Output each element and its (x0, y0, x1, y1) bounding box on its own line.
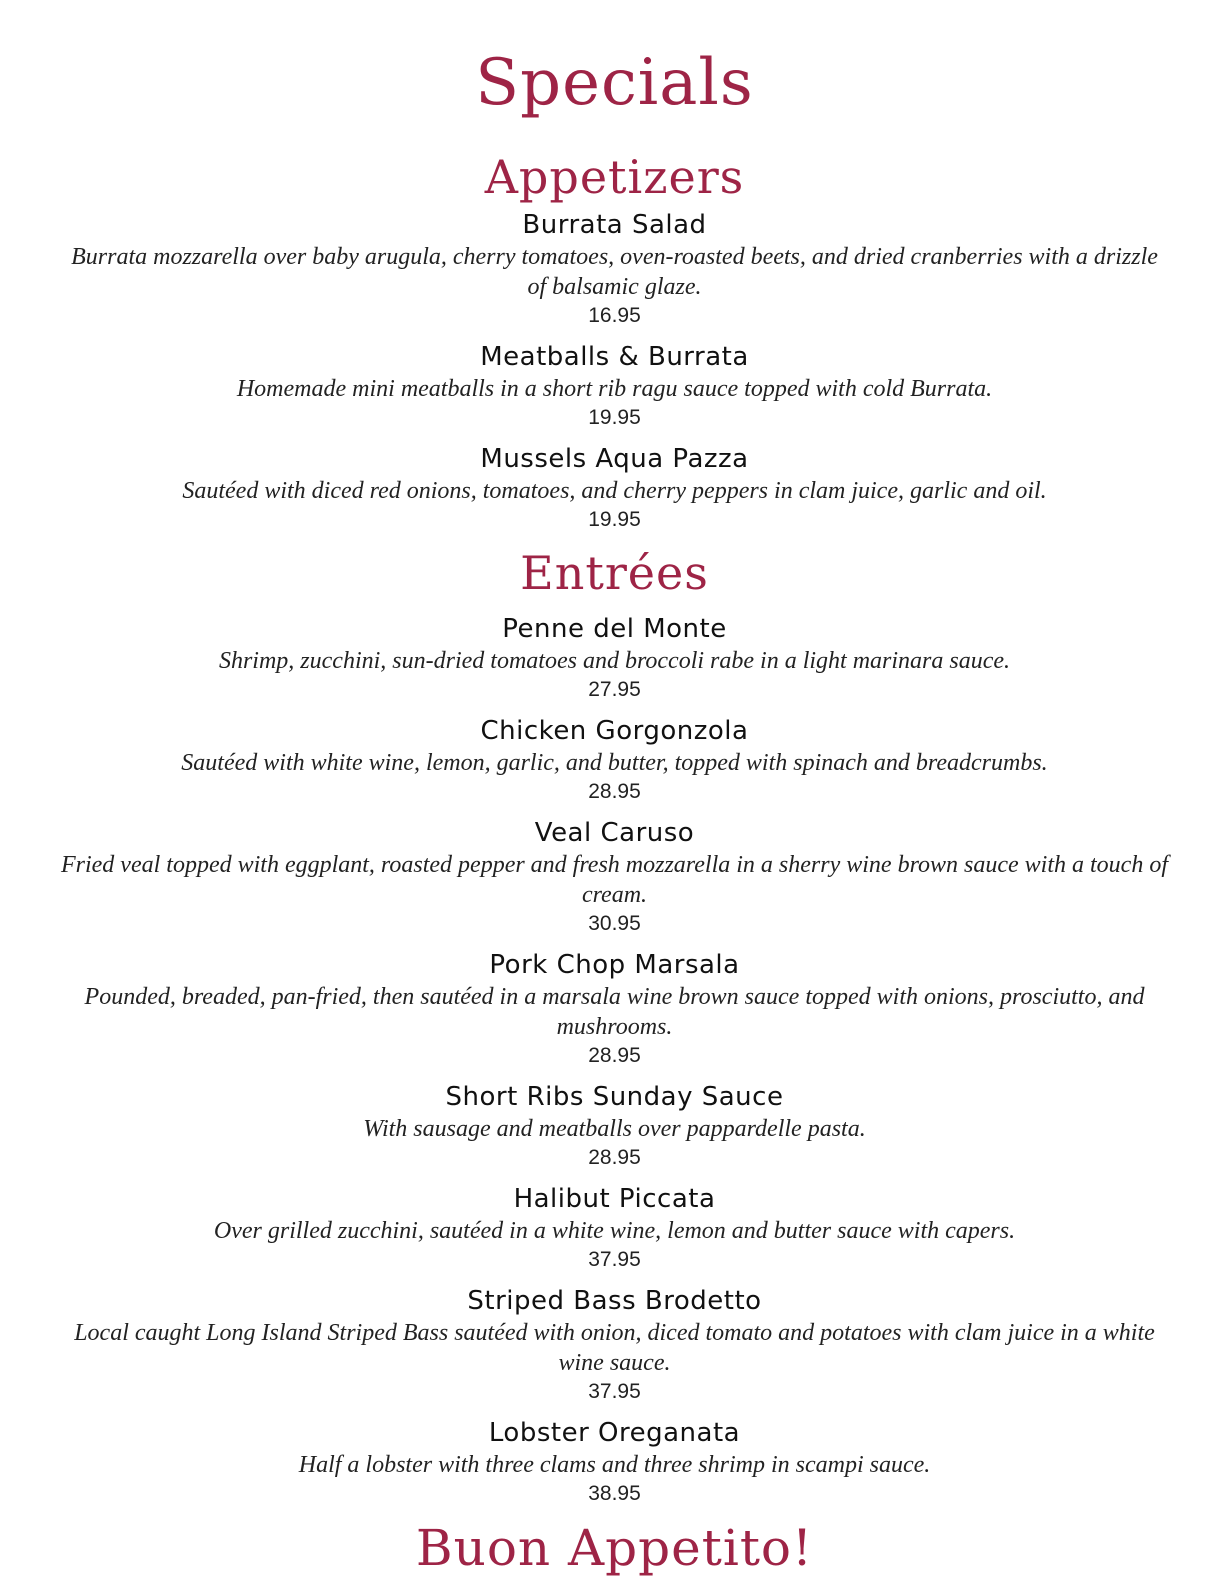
item-description: Half a lobster with three clams and three shrimp in scampi sauce. (298, 1452, 931, 1478)
item-name: Short Ribs Sunday Sauce (445, 1082, 784, 1112)
item-description: With sausage and meatballs over pappardelle pasta. (363, 1116, 866, 1142)
menu-item (50, 816, 1179, 938)
item-description: Homemade mini meatballs in a short rib ragu sauce topped with cold Burrata. (236, 376, 993, 402)
item-description: Pounded, breaded, pan-fried, then sautéed in a marsala wine brown sauce topped with onions, prosciutto, and mushrooms. (84, 984, 1145, 1040)
section-title-appetizers: Appetizers (484, 150, 745, 204)
item-name: Penne del Monte (502, 614, 727, 644)
item-price: 28.95 (588, 780, 641, 803)
item-price: 30.95 (588, 912, 641, 935)
item-description: Local caught Long Island Striped Bass sautéed with onion, diced tomato and potatoes with clam juice in a white wine sauce. (74, 1320, 1155, 1376)
menu-item (50, 208, 1179, 330)
item-name: Burrata Salad (522, 210, 707, 240)
page-title: Specials (475, 46, 754, 120)
item-price: 37.95 (588, 1248, 641, 1271)
closing-text: Buon Appetito! (415, 1519, 814, 1577)
item-description: Burrata mozzarella over baby arugula, cherry tomatoes, oven-roasted beets, and dried cranberries with a drizzle of balsamic glaze. (71, 244, 1158, 300)
item-name: Mussels Aqua Pazza (480, 444, 749, 474)
item-price: 16.95 (588, 304, 641, 327)
item-name: Striped Bass Brodetto (467, 1286, 762, 1316)
item-price: 28.95 (588, 1044, 641, 1067)
item-description: Sautéed with diced red onions, tomatoes, and cherry peppers in clam juice, garlic and oil. (182, 478, 1047, 504)
menu-item (50, 612, 1179, 704)
menu-item (50, 1080, 1179, 1172)
item-name: Meatballs & Burrata (480, 342, 749, 372)
menu-item (50, 1182, 1179, 1274)
item-price: 19.95 (588, 508, 641, 531)
section-title-entrees: Entrées (520, 546, 709, 600)
item-name: Chicken Gorgonzola (480, 716, 749, 746)
item-description: Shrimp, zucchini, sun-dried tomatoes and broccoli rabe in a light marinara sauce. (218, 648, 1011, 674)
item-name: Veal Caruso (534, 818, 695, 848)
menu-item (50, 340, 1179, 432)
item-description: Over grilled zucchini, sautéed in a white wine, lemon and butter sauce with capers. (213, 1218, 1016, 1244)
menu-item (50, 948, 1179, 1070)
menu-item (50, 1284, 1179, 1406)
item-description: Fried veal topped with eggplant, roasted pepper and fresh mozzarella in a sherry wine brown sauce with a touch of cream. (60, 852, 1168, 908)
item-price: 19.95 (588, 406, 641, 429)
item-price: 28.95 (588, 1146, 641, 1169)
item-description: Sautéed with white wine, lemon, garlic, and butter, topped with spinach and breadcrumbs. (181, 750, 1048, 776)
item-price: 37.95 (588, 1380, 641, 1403)
item-name: Pork Chop Marsala (489, 950, 740, 980)
item-name: Lobster Oreganata (488, 1418, 741, 1448)
menu-item (50, 442, 1179, 534)
item-price: 38.95 (588, 1482, 641, 1505)
menu-item (50, 1416, 1179, 1508)
item-name: Halibut Piccata (513, 1184, 716, 1214)
item-price: 27.95 (588, 678, 641, 701)
menu-item (50, 714, 1179, 806)
